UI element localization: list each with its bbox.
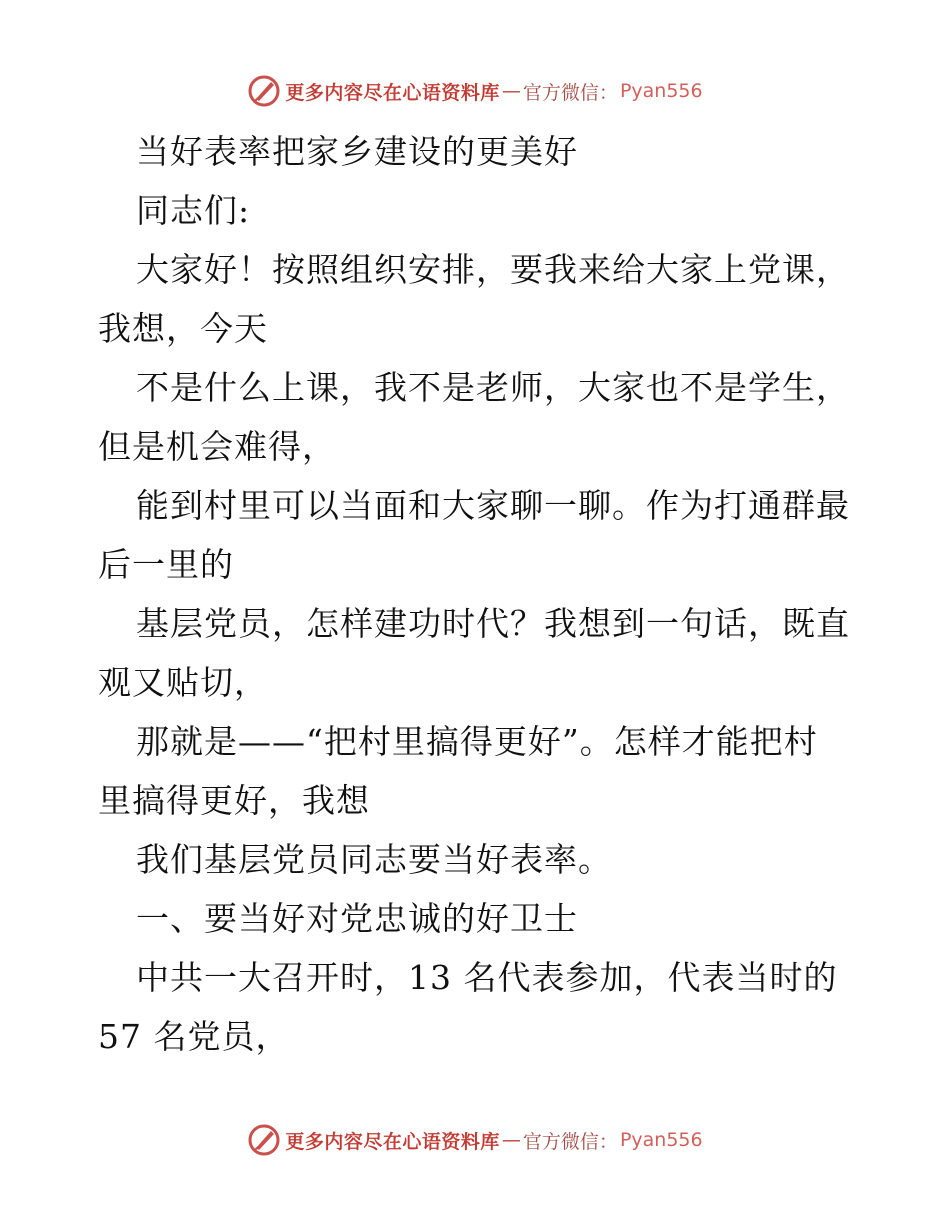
watermark-dash: —	[501, 80, 521, 102]
paragraph-line: 中共一大召开时，13 名代表参加，代表当时的	[136, 958, 838, 997]
paragraph-line: 不是什么上课，我不是老师，大家也不是学生，	[136, 368, 850, 407]
quill-logo-icon	[247, 1123, 281, 1157]
header-watermark	[0, 71, 950, 111]
paragraph-line: 基层党员，怎样建功时代？我想到一句话，既直	[136, 604, 850, 643]
watermark-brand: 更多内容尽在心语资料库	[285, 1130, 500, 1153]
watermark-wechat-id: Pyan556	[619, 1129, 703, 1151]
paragraph-line: 里搞得更好，我想	[98, 781, 370, 820]
document-body	[98, 122, 858, 1066]
watermark-wechat-label: 官方微信：	[522, 1130, 618, 1153]
paragraph-line: 57 名党员，	[98, 1017, 290, 1056]
paragraph-line: 大家好！按照组织安排，要我来给大家上党课，	[136, 250, 850, 289]
salutation: 同志们:	[136, 191, 251, 230]
paragraph-line: 观又贴切，	[98, 663, 268, 702]
paragraph-line: 我们基层党员同志要当好表率。	[136, 840, 612, 879]
watermark-wechat-id: Pyan556	[619, 80, 703, 102]
document-title: 当好表率把家乡建设的更美好	[136, 132, 578, 171]
paragraph-line: 那就是——“把村里搞得更好”。怎样才能把村	[136, 722, 818, 761]
watermark-dash: —	[501, 1129, 521, 1151]
paragraph-line: 后一里的	[98, 545, 234, 584]
quill-logo-icon	[247, 74, 281, 108]
watermark-brand: 更多内容尽在心语资料库	[285, 81, 500, 104]
paragraph-line: 但是机会难得，	[98, 427, 336, 466]
section-heading: 一、要当好对党忠诚的好卫士	[136, 899, 578, 938]
paragraph-line: 我想，今天	[98, 309, 268, 348]
footer-watermark	[0, 1120, 950, 1160]
paragraph-line: 能到村里可以当面和大家聊一聊。作为打通群最	[136, 486, 850, 525]
watermark-wechat-label: 官方微信：	[522, 81, 618, 104]
